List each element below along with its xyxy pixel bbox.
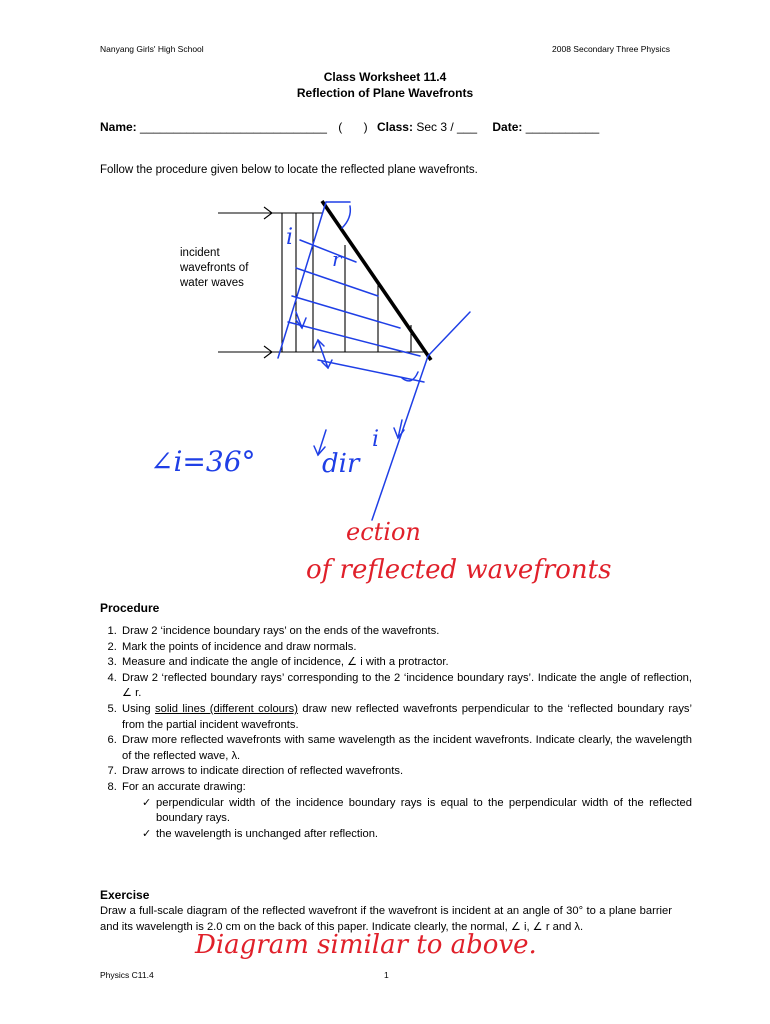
label-water-waves: water waves: [180, 277, 244, 289]
procedure-step: 6. Draw more reflected wavefronts with same wavelength as the incident wavefronts. Indicate clearly, the wavelength of the reflected wave, λ.: [120, 733, 692, 764]
i-mark-top: i: [286, 225, 294, 250]
procedure-step: [120, 702, 692, 733]
reflected-wavefront-4: [288, 322, 420, 356]
intro-text: Follow the procedure given below to locate the reflected plane wavefronts.: [100, 164, 478, 176]
angle-i-handwritten: ∠i=36°: [150, 445, 256, 478]
worksheet-title: Class Worksheet 11.4: [323, 70, 447, 84]
date-blank: ___________: [525, 120, 600, 134]
name-label: Name:: [100, 120, 137, 134]
step5-rest: draw new reflected wavefronts perpendicular to the ‘reflected boundary rays’ from the partial incident wavefronts.: [122, 702, 692, 731]
footer-left: Physics C11.4: [100, 970, 154, 980]
student-info-line: [100, 120, 680, 134]
procedure-step: 1. Draw 2 ‘incidence boundary rays’ on the ends of the wavefronts.: [120, 624, 692, 640]
i-mark-bottom: i: [372, 427, 380, 452]
class-label: Class:: [376, 120, 413, 134]
label-wavefronts-of: wavefronts of: [180, 262, 249, 274]
blue-annotations: [278, 202, 470, 520]
check-item: ✓ the wavelength is unchanged after reflection.: [142, 827, 692, 843]
index-open: (: [338, 120, 343, 134]
wavefront-diagram: [0, 190, 770, 600]
procedure-list: [100, 624, 692, 842]
procedure-step: 4. Draw 2 ‘reflected boundary rays’ corresponding to the 2 ‘incidence boundary rays’. Indicate the angle of reflection, ∠ r.: [120, 671, 692, 702]
step5-prefix: Using: [122, 702, 155, 715]
procedure-step: 3. Measure and indicate the angle of incidence, ∠ i with a protractor.: [120, 655, 692, 671]
procedure-step: 7. Draw arrows to indicate direction of reflected wavefronts.: [120, 764, 692, 780]
procedure-step: [120, 780, 692, 842]
procedure-step: 2. Mark the points of incidence and draw normals.: [120, 640, 692, 656]
worksheet-subtitle: Reflection of Plane Wavefronts: [296, 86, 474, 100]
ection-handwritten: ection: [346, 518, 421, 546]
name-blank: ____________________________: [140, 120, 327, 134]
plane-barrier: [322, 201, 431, 360]
date-label: Date:: [492, 120, 523, 134]
exercise-text: Draw a full-scale diagram of the reflected wavefront if the wavefront is incident at an angle of 30° to a plane barrier and its wavelength is 2.0 cm on the back of this paper. Indicate clearly, the normal, ∠ i, ∠ r and λ.: [100, 905, 672, 933]
school-name: Nanyang Girls' High School: [100, 44, 204, 54]
step8-text: For an accurate drawing:: [122, 780, 246, 793]
index-close: ): [363, 120, 368, 134]
reflected-wavefront-2: [296, 268, 378, 296]
r-mark: r: [332, 247, 342, 271]
angle-r-arc: [342, 206, 350, 228]
normal-bottom: [428, 312, 470, 356]
label-incident: incident: [180, 247, 220, 259]
handwritten-answer: Diagram similar to above.: [195, 930, 537, 960]
procedure-heading: Procedure: [100, 601, 160, 615]
course-name: 2008 Secondary Three Physics: [552, 44, 670, 54]
reflected-wavefronts-handwritten: of reflected wavefronts: [306, 555, 612, 585]
class-value: Sec 3 / ___: [416, 120, 478, 134]
reflected-wavefront-5: [318, 360, 424, 382]
accuracy-checklist: [122, 796, 692, 843]
page-number: 1: [384, 970, 389, 980]
exercise-heading: Exercise: [100, 888, 150, 902]
dir-handwritten: dir: [322, 449, 360, 479]
step5-underlined: solid lines (different colours): [155, 702, 298, 715]
check-item: ✓ perpendicular width of the incidence boundary rays is equal to the perpendicular width of the reflected boundary rays.: [142, 796, 692, 827]
reflected-wavefront-3: [292, 296, 400, 328]
